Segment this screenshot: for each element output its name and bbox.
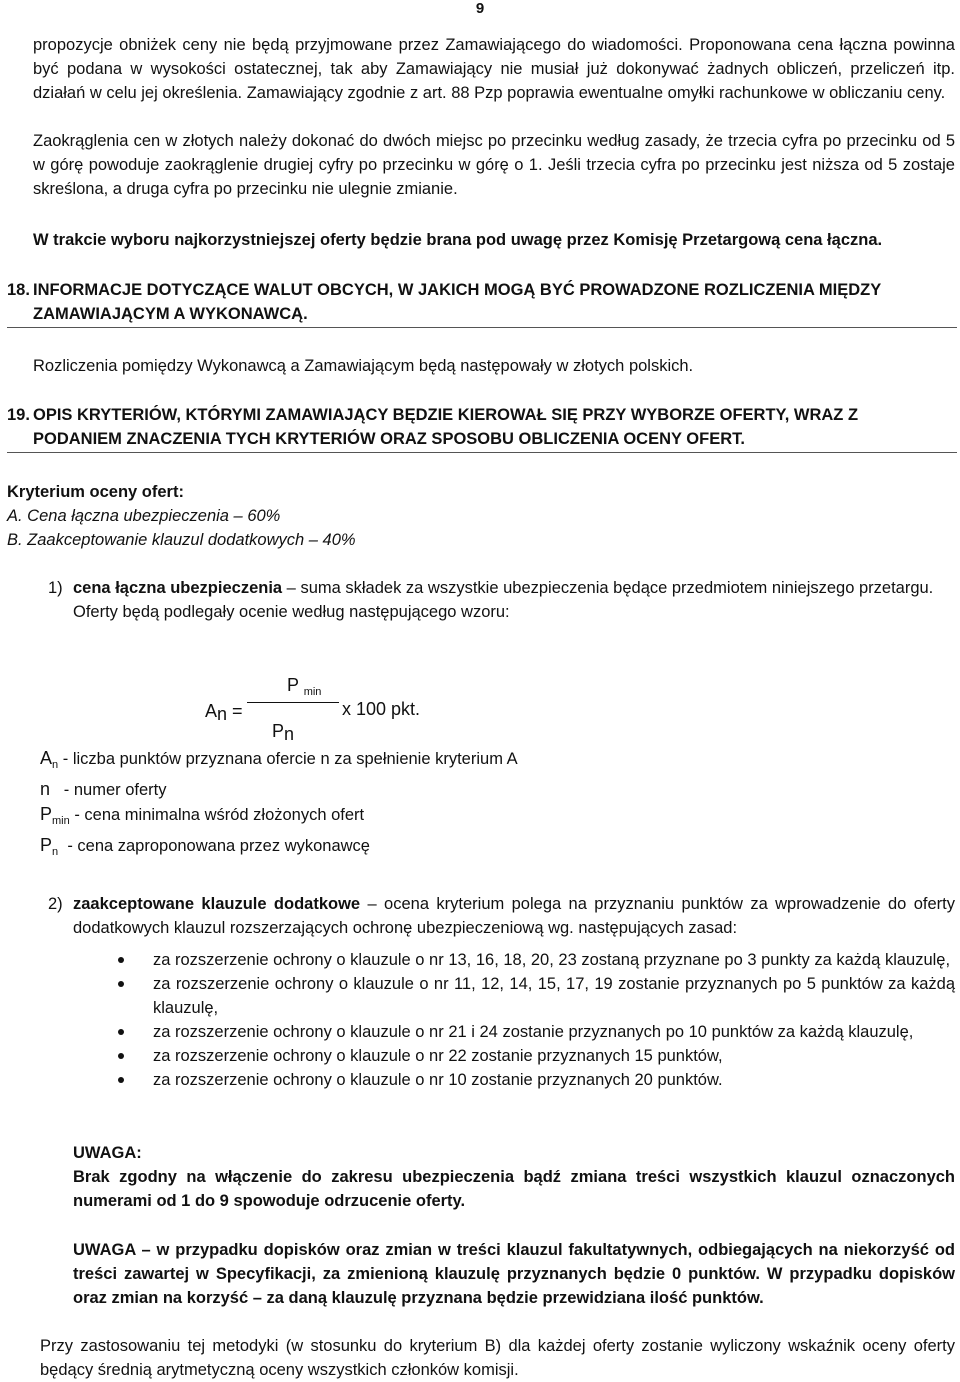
section-18-heading (7, 278, 957, 328)
section-19-title-line-1: OPIS KRYTERIÓW, KTÓRYMI ZAMAWIAJĄCY BĘDZIE KIEROWAŁ SIĘ PRZY WYBORZE OFERTY, WRAZ Z (33, 406, 859, 424)
item-1-body (73, 576, 955, 600)
item-1-bold: cena łączna ubezpieczenia (73, 579, 283, 597)
bullet-icon (118, 1029, 124, 1035)
legend-item: n - numer oferty (40, 779, 167, 799)
item-1 (48, 576, 955, 624)
bullet-item: za rozszerzenie ochrony o klauzule o nr 10 zostanie przyznanych 20 punktów. (118, 1068, 955, 1092)
legend-item: $P_n$ - cena zaproponowana przez wykonawcę (40, 835, 370, 858)
criteria-heading: Kryterium oceny ofert: (7, 483, 184, 501)
intro-paragraph-2: Zaokrąglenia cen w złotych należy dokonać do dwóch miejsc po przecinku według zasady, że trzecia cyfra po przecinku od 5 w górę powoduje zaokrąglenie drugiej cyfry po przecinku w górę o 1. Jeśli trzecia cyfra po przecinku jest niższa od 5 zostaje skreślona, a druga cyfra po przecinku nie ulegnie zmianie. (33, 132, 955, 198)
formula-multiplier: x 100 pkt. (342, 699, 421, 719)
section-18-number: 18. (7, 281, 30, 299)
bold-statement: W trakcie wyboru najkorzystniejszej oferty będzie brana pod uwagę przez Komisję Przetargową cena łączna. (33, 231, 883, 249)
bullet-icon (118, 1077, 124, 1083)
item-2-bold: zaakceptowane klauzule dodatkowe (73, 895, 361, 913)
bullet-item: za rozszerzenie ochrony o klauzule o nr 13, 16, 18, 20, 23 zostaną przyznane po 3 punkty za każdą klauzulę, (118, 948, 955, 972)
section-18-title-line-1: INFORMACJE DOTYCZĄCE WALUT OBCYCH, W JAKICH MOGĄ BYĆ PROWADZONE ROZLICZENIA MIĘDZY (33, 281, 882, 299)
item-1-formula-intro: Oferty będą podlegały ocenie według następującego wzoru: (73, 603, 510, 621)
bullet-item: za rozszerzenie ochrony o klauzule o nr 11, 12, 14, 15, 17, 19 zostanie przyznanych po 5 punktów za każdą klauzulę, (118, 972, 955, 1020)
item-2-number: 2) (48, 895, 63, 913)
page-number: 9 (475, 0, 485, 17)
item-1-number: 1) (48, 579, 63, 597)
legend-item: $P_{min}$ - cena minimalna wśród złożonych ofert (40, 804, 365, 827)
bullet-icon (118, 957, 124, 963)
section-19-heading (7, 403, 957, 453)
uwaga-1-text: Brak zgodny na włączenie do zakresu ubezpieczenia bądź zmiana treści wszystkich klauzul oznaczonych numerami od 1 do 9 spowoduje odrzucenie oferty. (73, 1168, 955, 1210)
section-18-rule (7, 327, 957, 328)
item-1-text: – suma składek za wszystkie ubezpieczenia będące przedmiotem niniejszego przetargu. (282, 579, 934, 597)
bullet-list (118, 948, 955, 1092)
uwaga-1-heading: UWAGA: (73, 1144, 142, 1162)
uwaga-2-text: UWAGA – w przypadku dopisków oraz zmian w treści klauzul fakultatywnych, odbiegających na niekorzyść od treści zawartej w Specyfikacji, za zmienioną klauzulę przyznanych będzie 0 punktów. W przypadku dopisków oraz zmian na korzyść – za daną klauzulę przyznana będzie przewidziana ilość punktów. (73, 1241, 955, 1307)
intro-paragraph-1: propozycje obniżek ceny nie będą przyjmowane przez Zamawiającego do wiadomości. Proponowana cena łączna powinna być podana w wysokości ostatecznej, tak aby Zamawiający nie musiał już dokonywać żadnych obliczeń, przeliczeń itp. działań w celu jej określenia. Zamawiający zgodnie z art. 88 Pzp poprawia ewentualne omyłki rachunkowe w obliczaniu ceny. (33, 36, 955, 102)
section-19-number: 19. (7, 406, 30, 424)
criterion-a: A. Cena łączna ubezpieczenia – 60% (7, 507, 281, 525)
legend-item: $A_n$ - liczba punktów przyznana ofercie n za spełnienie kryterium A (40, 748, 518, 771)
section-19-title-line-2: PODANIEM ZNACZENIA TYCH KRYTERIÓW ORAZ SPOSOBU OBLICZENIA OCENY OFERT. (33, 430, 745, 448)
bullet-item: za rozszerzenie ochrony o klauzule o nr 22 zostanie przyznanych 15 punktów, (118, 1044, 955, 1068)
item-2-text: – ocena kryterium polega na przyznaniu punktów za wprowadzenie do oferty dodatkowych klauzul rozszerzających ochronę ubezpieczeniową wg. następujących zasad: (73, 895, 955, 937)
formula-fraction-line (247, 702, 339, 703)
formula-lhs: An = (205, 701, 243, 724)
item-2-body (73, 892, 955, 940)
formula-numerator: P $_{min}$ (287, 675, 322, 698)
closing-text: Przy zastosowaniu tej metodyki (w stosunku do kryterium B) dla każdej oferty zostanie wyliczony wskaźnik oceny oferty będący średnią arytmetyczną oceny wszystkich członków komisji. (40, 1337, 955, 1379)
section-18-text: Rozliczenia pomiędzy Wykonawcą a Zamawiającym będą następowały w złotych polskich. (33, 357, 694, 375)
criterion-b: B. Zaakceptowanie klauzul dodatkowych – 40% (7, 531, 356, 549)
formula-denominator: Pn (272, 721, 295, 744)
item-2 (48, 892, 955, 940)
section-18-title-line-2: ZAMAWIAJĄCYM A WYKONAWCĄ. (33, 305, 308, 323)
formula-legend (40, 746, 920, 864)
section-19-rule (7, 452, 957, 453)
bullet-icon (118, 1053, 124, 1059)
bullet-item: za rozszerzenie ochrony o klauzule o nr 21 i 24 zostanie przyznanych po 10 punktów za każdą klauzulę, (118, 1020, 955, 1044)
bullet-icon (118, 981, 124, 987)
